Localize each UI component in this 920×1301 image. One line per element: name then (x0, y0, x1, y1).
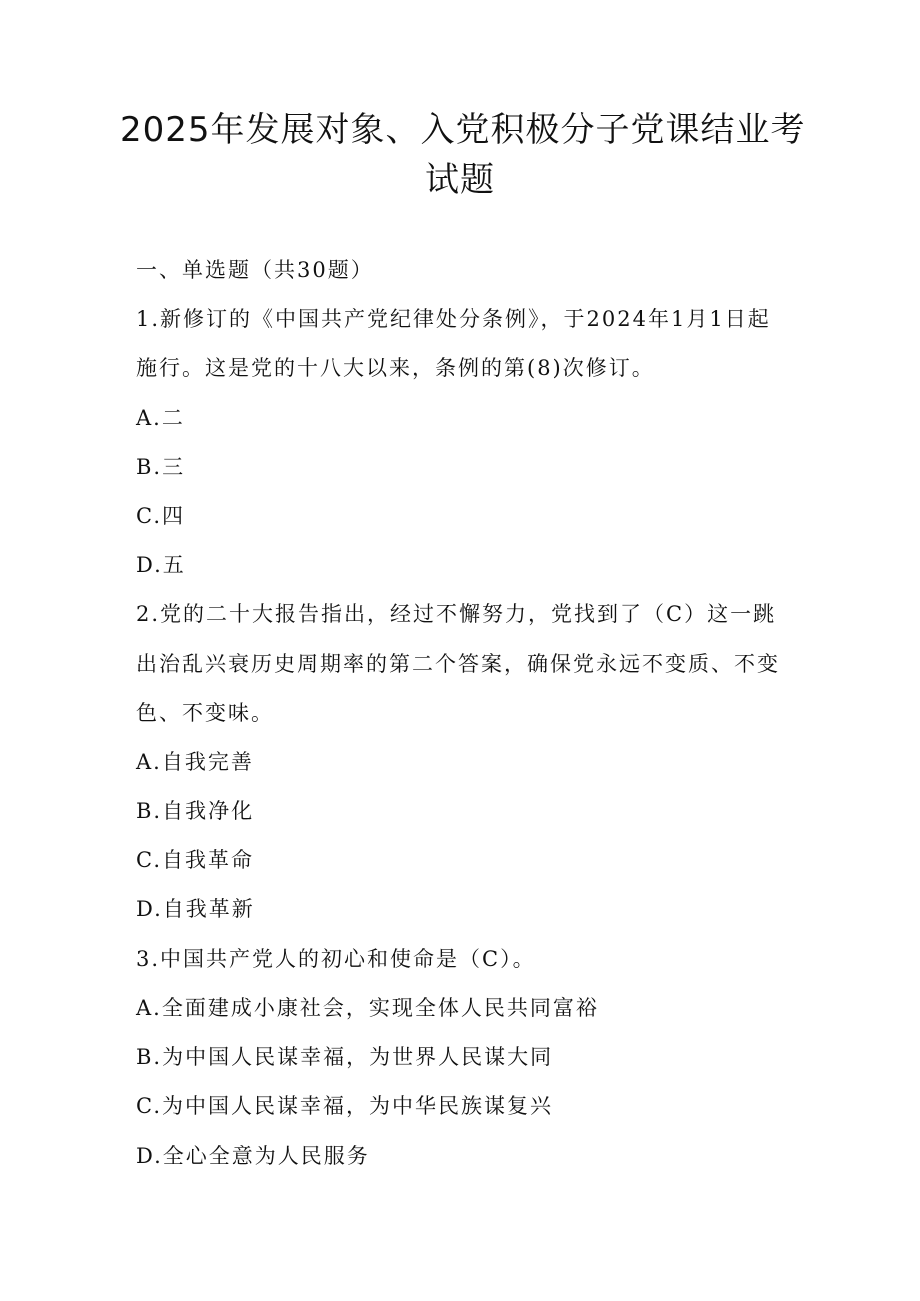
question-3-option-c: C.为中国人民谋幸福，为中华民族谋复兴 (136, 1094, 553, 1118)
question-2-option-a: A.自我完善 (136, 750, 254, 774)
page-title-line-2: 试题 (425, 160, 495, 200)
section-heading: 一、单选题（共30题） (136, 258, 374, 282)
question-3-option-b: B.为中国人民谋幸福，为世界人民谋大同 (136, 1045, 554, 1069)
page-title-line-1: 2025年发展对象、入党积极分子党课结业考 (120, 110, 806, 150)
question-2-text-line-1: 2.党的二十大报告指出，经过不懈努力，党找到了（C）这一跳 (136, 602, 777, 626)
question-1-text-line-1: 1.新修订的《中国共产党纪律处分条例》，于2024年1月1日起 (136, 307, 771, 331)
question-3-text-line-1: 3.中国共产党人的初心和使命是（C）。 (136, 947, 536, 971)
question-2-option-c: C.自我革命 (136, 848, 254, 872)
question-1-option-a: A.二 (136, 406, 185, 430)
question-3-option-a: A.全面建成小康社会，实现全体人民共同富裕 (136, 996, 599, 1020)
question-2-text-line-2: 出治乱兴衰历史周期率的第二个答案，确保党永远不变质、不变 (136, 652, 780, 676)
question-1-text-line-2: 施行。这是党的十八大以来，条例的第(8)次修订。 (136, 356, 655, 380)
question-3-option-d: D.全心全意为人民服务 (136, 1144, 370, 1168)
question-2-option-d: D.自我革新 (136, 897, 255, 921)
question-2-option-b: B.自我净化 (136, 799, 255, 823)
question-1-option-b: B.三 (136, 455, 186, 479)
question-2-text-line-3: 色、不变味。 (136, 701, 274, 725)
question-1-option-d: D.五 (136, 553, 186, 577)
question-1-option-c: C.四 (136, 504, 185, 528)
